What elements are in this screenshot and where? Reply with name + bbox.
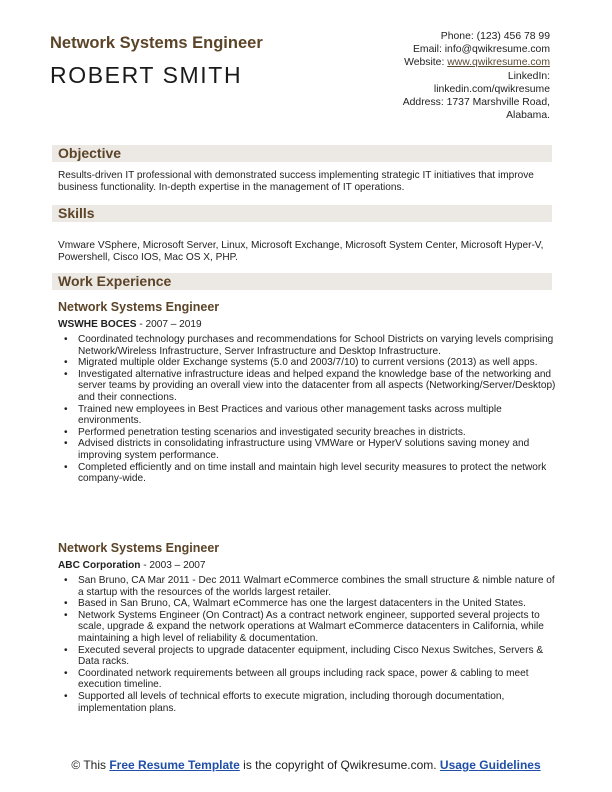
contact-address-line1: Address: 1737 Marshville Road, [402,97,550,109]
list-item: • Advised districts in consolidating infrastructure using VMWare or HyperV solutions saving money and improving system performance. [64,438,556,461]
skills-section-bar [52,205,552,222]
list-item: • Coordinated technology purchases and recommendations for School Districts on varying levels comprising Network/Wireless Infrastructure, Server Infrastructure and Desktop Infrastructure. [64,334,556,357]
skills-heading: Skills [58,205,95,221]
person-name: ROBERT SMITH [50,62,243,88]
job-company-line [58,560,206,571]
job-title: Network Systems Engineer [58,541,220,555]
contact-phone: Phone: (123) 456 78 99 [440,31,550,42]
list-item: • Based in San Bruno, CA, Walmart eCommerce has one the largest datacenters in the United States. [64,598,556,610]
job-bullets [64,575,556,714]
job-headline: Network Systems Engineer [50,34,263,52]
job-bullets [64,334,556,485]
list-item: • Trained new employees in Best Practices and various other management tasks across multiple environments. [64,404,556,427]
website-label: Website: [404,57,448,69]
contact-address-line2: Alabama. [506,110,550,122]
list-item: • Supported all levels of technical efforts to execute migration, including thorough documentation, implementation plans. [64,691,556,714]
contact-block [330,30,550,122]
website-link[interactable]: www.qwikresume.com [447,57,550,69]
usage-guidelines-link[interactable]: Usage Guidelines [439,758,541,772]
objective-section-bar [52,145,552,162]
list-item: • San Bruno, CA Mar 2011 - Dec 2011 Walmart eCommerce combines the small structure & nimble nature of a startup with the resources of the worlds largest retailer. [64,575,556,598]
contact-email: Email: info@qwikresume.com [412,44,550,56]
list-item: • Performed penetration testing scenarios and investigated security breaches in districts. [64,427,556,439]
list-item: • Investigated alternative infrastructure ideas and helped expand the knowledge base of the networking and server teams by providing an overall view into the datacenter from all aspects (Networking/Server/Desktop) and their connections. [64,369,556,404]
skills-text: Vmware VSphere, Microsoft Server, Linux, Microsoft Exchange, Microsoft System Center, Microsoft Hyper-V, Powershell, Cisco IOS, Mac OS X, PHP. [58,240,544,263]
free-resume-template-link[interactable]: Free Resume Template [109,758,240,772]
footer-prefix: © This [71,758,110,772]
contact-linkedin-url: linkedin.com/qwikresume [433,83,550,95]
footer-middle: is the copyright of Qwikresume.com. [239,758,440,772]
list-item: • Coordinated network requirements between all groups including rack space, power & cabling to meet execution timeline. [64,668,556,691]
list-item: • Network Systems Engineer (On Contract) As a contract network engineer, supported several projects to scale, upgrade & expand the network operations at Walmart eCommerce datacenters in California, while maintaining a high level of reliability & documentation. [64,610,556,645]
job-dates: - 2007 – 2019 [136,319,202,330]
contact-website [330,56,550,69]
contact-linkedin-label: LinkedIn: [507,70,550,82]
objective-text: Results-driven IT professional with demonstrated success implementing strategic IT initiatives that improve business functionality. In-depth expertise in the management of IT operations. [58,170,534,193]
job-company-line [58,319,202,330]
list-item: • Completed efficiently and on time install and maintain high level security measures to protect the network company-wide. [64,462,556,485]
copyright-footer [40,758,572,772]
list-item: • Executed several projects to upgrade datacenter equipment, including Cisco Nexus Switches, Servers & Data racks. [64,645,556,668]
objective-heading: Objective [58,145,122,161]
experience-heading: Work Experience [58,273,172,289]
list-item: • Migrated multiple older Exchange systems (5.0 and 2003/7/10) to current versions (2013) as well apps. [64,357,556,369]
company-name: ABC Corporation [58,560,141,571]
company-name: WSWHE BOCES [58,319,137,330]
job-dates: - 2003 – 2007 [140,560,206,571]
job-title: Network Systems Engineer [58,300,220,314]
experience-section-bar [52,273,552,290]
